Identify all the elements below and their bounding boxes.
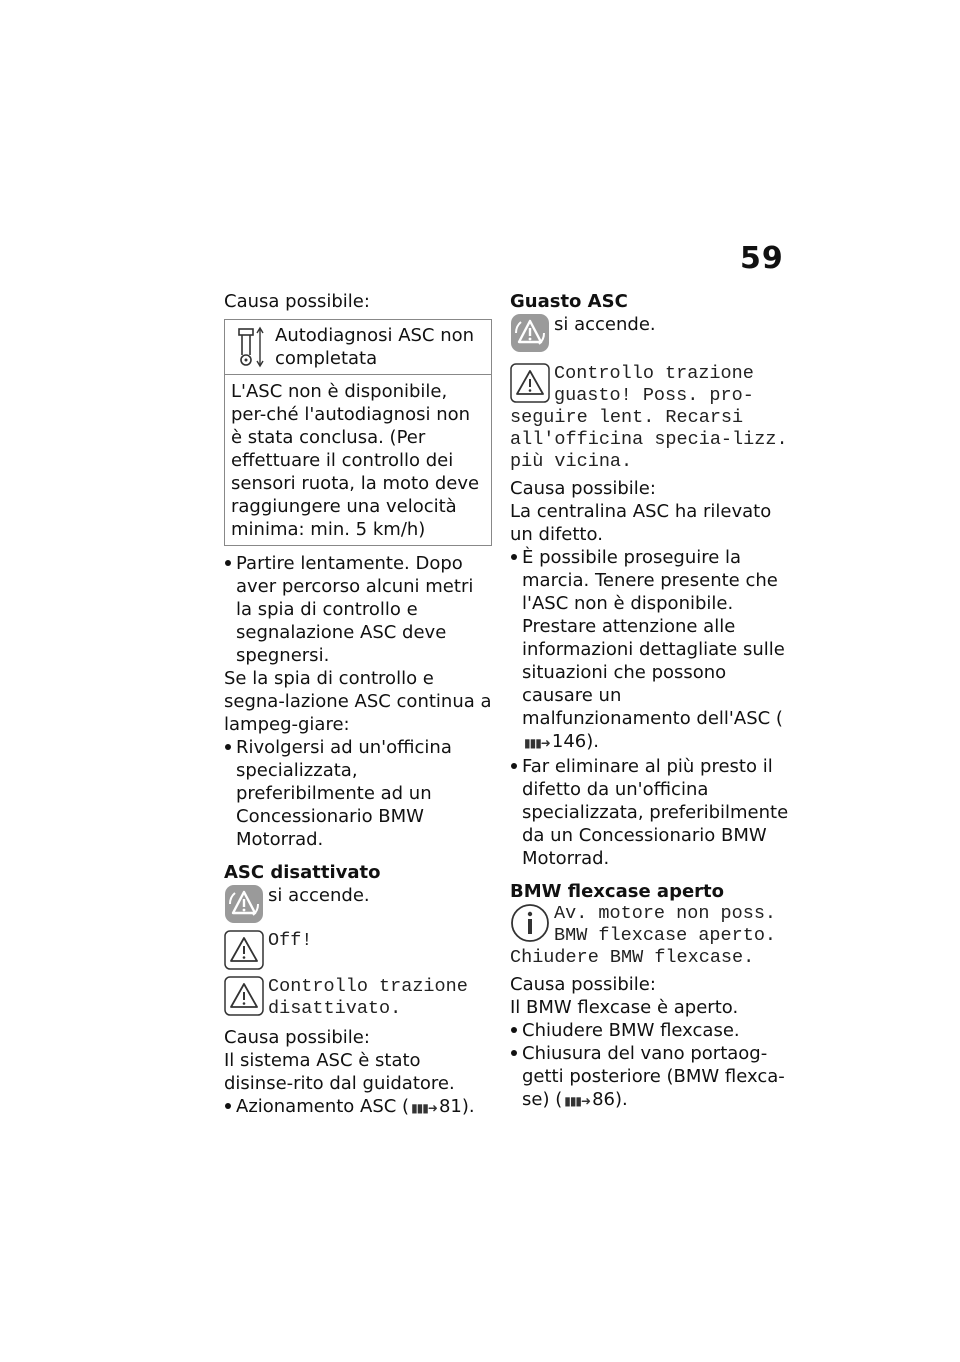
page-reference-arrow-icon: ▮▮▮➜ xyxy=(524,736,550,750)
asc-warning-light-icon xyxy=(224,884,264,924)
page-reference-arrow-icon: ▮▮▮➜ xyxy=(411,1101,437,1115)
section-heading-asc-fault: Guasto ASC xyxy=(510,291,628,312)
section-heading-asc-disabled: ASC disattivato xyxy=(224,862,381,883)
cause-label: Causa possibile: xyxy=(224,291,370,312)
cause-text: Il BMW flexcase è aperto. xyxy=(510,997,739,1018)
right-column xyxy=(510,290,790,1113)
self-diagnosis-icon xyxy=(231,324,271,370)
display-message: Av. motore non poss. BMW flexcase aperto. Chiudere BMW flexcase. xyxy=(510,903,777,968)
page-reference-arrow-icon: ▮▮▮➜ xyxy=(564,1094,591,1108)
list-item: Chiusura del vano portaog-getti posteriore (BMW flexca-se) ( ▮▮▮➜ 86). xyxy=(510,1042,790,1113)
cause-text: Il sistema ASC è stato disinse-rito dal guidatore. xyxy=(224,1050,455,1094)
display-message: Controllo trazione guasto! Poss. pro-seguire lent. Recarsi all'officina specia-lizz. più vicina. xyxy=(510,363,788,472)
cause-label: Causa possibile: xyxy=(510,974,656,995)
list-item: È possibile proseguire la marcia. Tenere presente che l'ASC non è disponibile. Prestare attenzione alle informazioni dettagliate sulle situazioni che possono causare un malfunzionamento dell'ASC (▮▮▮➜ 146). xyxy=(510,546,790,755)
self-diagnosis-box xyxy=(224,319,492,546)
list-item: Far eliminare al più presto il difetto da un'officina specializzata, preferibilmente da un Concessionario BMW Motorrad. xyxy=(510,755,790,870)
paragraph: Se la spia di controllo e segna-lazione ASC continua a lampeg-giare: xyxy=(224,668,492,735)
self-diagnosis-body: L'ASC non è disponibile, per-ché l'autodiagnosi non è stata conclusa. (Per effettuare il controllo dei sensori ruota, la moto deve raggiungere una velocità minima: min. 5 km/h) xyxy=(231,381,480,540)
display-message: Off! xyxy=(268,930,313,951)
cause-label: Causa possibile: xyxy=(224,1027,370,1048)
lights-on-text: si accende. xyxy=(268,885,370,906)
lights-on-text: si accende. xyxy=(554,314,656,335)
cause-label: Causa possibile: xyxy=(510,478,656,499)
display-message: Controllo trazione disattivato. xyxy=(268,976,468,1019)
info-icon xyxy=(510,903,550,943)
section-heading-flexcase-open: BMW flexcase aperto xyxy=(510,881,725,902)
warning-triangle-icon xyxy=(510,363,550,403)
asc-warning-light-icon xyxy=(510,313,550,353)
cause-text: La centralina ASC ha rilevato un difetto. xyxy=(510,501,772,545)
list-item: Partire lentamente. Dopo aver percorso alcuni metri la spia di controllo e segnalazione ASC deve spegnersi. xyxy=(224,552,492,667)
page-reference[interactable]: 86). xyxy=(592,1089,628,1110)
warning-triangle-icon xyxy=(224,976,264,1016)
page-reference[interactable]: 146). xyxy=(551,731,599,752)
list-item: Rivolgersi ad un'officina specializzata, preferibilmente ad un Concessionario BMW Motorrad. xyxy=(224,736,492,851)
warning-triangle-icon xyxy=(224,930,264,970)
left-column xyxy=(224,290,492,1120)
page-number: 59 xyxy=(740,241,784,276)
list-item: Azionamento ASC ( ▮▮▮➜ 81). xyxy=(224,1095,492,1120)
self-diagnosis-title: Autodiagnosi ASC non completata xyxy=(275,325,475,369)
list-item: Chiudere BMW flexcase. xyxy=(510,1019,790,1042)
page-reference[interactable]: 81). xyxy=(438,1096,475,1117)
